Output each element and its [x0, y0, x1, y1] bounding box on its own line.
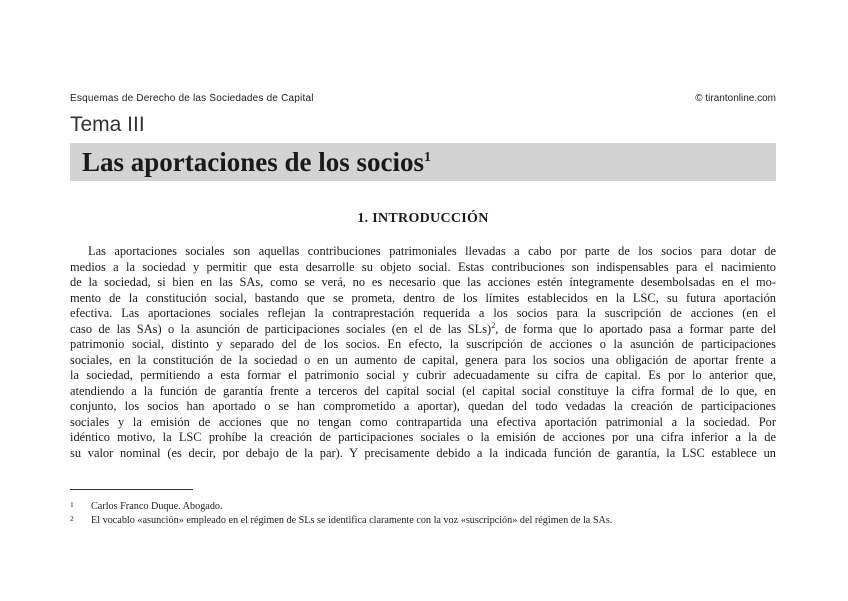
chapter-title [82, 147, 431, 178]
book-title: Esquemas de Derecho de las Sociedades de Capital [70, 93, 314, 104]
footnote-ref-2[interactable]: 2 [491, 321, 496, 330]
copyright-notice: © tirantonline.com [695, 93, 776, 104]
paragraph-line: Las aportaciones sociales son aquellas contribuciones patrimoniales llevadas a cabo por parte de los socios para dotar de [88, 244, 776, 258]
paragraph-line: su valor nominal (es decir, por debajo de la par). Y precisamente debido a la indicada función de garantía, la LSC establece un [70, 445, 776, 460]
paragraph-line: atendiendo a la función de garantía frente a terceros del capital social (el capital social constituye la cifra formal de lo que, en [70, 383, 776, 398]
paragraph-line: sociales, en la constitución de la sociedad o en un aumento de capital, genera para los socios una obligación de aportar frente a [70, 352, 776, 367]
paragraph-line: patrimonio social, distinto y separado del de los socios. En efecto, la suscripción de acciones o la asunción de participaciones [70, 337, 776, 351]
paragraph-line-tail: , de forma que lo aportado pasa a formar parte del [495, 321, 776, 336]
paragraph-line: de la sociedad, si bien en las SAs, como se verá, no es necesario que las acciones estén íntegramente desembolsadas en el mo- [70, 275, 776, 289]
paragraph-line: mento de la constitución social, bastando que se prometa, dentro de los límites establecidos en la LSC, su futura aportación [70, 290, 776, 305]
chapter-title-text: Las aportaciones de los socios [82, 147, 425, 177]
footnote-separator [70, 489, 193, 490]
paragraph-line: conjunto, los socios han aportado o se han comprometido a aportar), quedan del todo vedadas la creación de participaciones [70, 399, 776, 413]
footnote-text: Carlos Franco Duque. Abogado. [91, 501, 223, 512]
paragraph-line-head: caso de las SAs) o la asunción de participaciones sociales (en el de las SLs) [70, 321, 492, 336]
footnote-text: El vocablo «asunción» empleado en el régimen de SLs se identifica claramente con la voz «suscripción» del régimen de la SAs. [91, 515, 613, 526]
chapter-title-bar [70, 143, 776, 181]
chapter-label: Tema III [70, 113, 145, 136]
paragraph-line: medios a la sociedad y permitir que esta desarrolle su objeto social. Estas contribuciones son indispensables para el nacimiento [70, 259, 776, 274]
chapter-title-footnote-ref[interactable]: 1 [424, 150, 432, 165]
footnote-number: 1 [70, 500, 74, 509]
footnote-number: 2 [70, 514, 74, 523]
footnote-2 [70, 514, 776, 528]
footnotes [70, 500, 776, 528]
paragraph-line: idéntico motivo, la LSC prohíbe la creación de participaciones sociales o la emisión de acciones por una cifra inferior a la de [70, 430, 776, 444]
paragraph-line: efectiva. Las aportaciones sociales reflejan la contraprestación requerida a los socios para la suscripción de acciones (en el [70, 306, 776, 320]
footnote-1 [70, 500, 776, 514]
paragraph-line [70, 322, 776, 338]
running-header [70, 93, 776, 107]
paragraph-line: sociales y la emisión de acciones que no tengan como contrapartida una efectiva aportación patrimonial a la sociedad. Por [70, 414, 776, 429]
body-paragraph [70, 244, 776, 461]
paragraph-line: la sociedad, permitiendo a esta formar el patrimonio social y cubrir adecuadamente su cifra de capital. Es por lo anterior que, [70, 368, 776, 382]
section-heading: 1. INTRODUCCIÓN [357, 211, 489, 226]
